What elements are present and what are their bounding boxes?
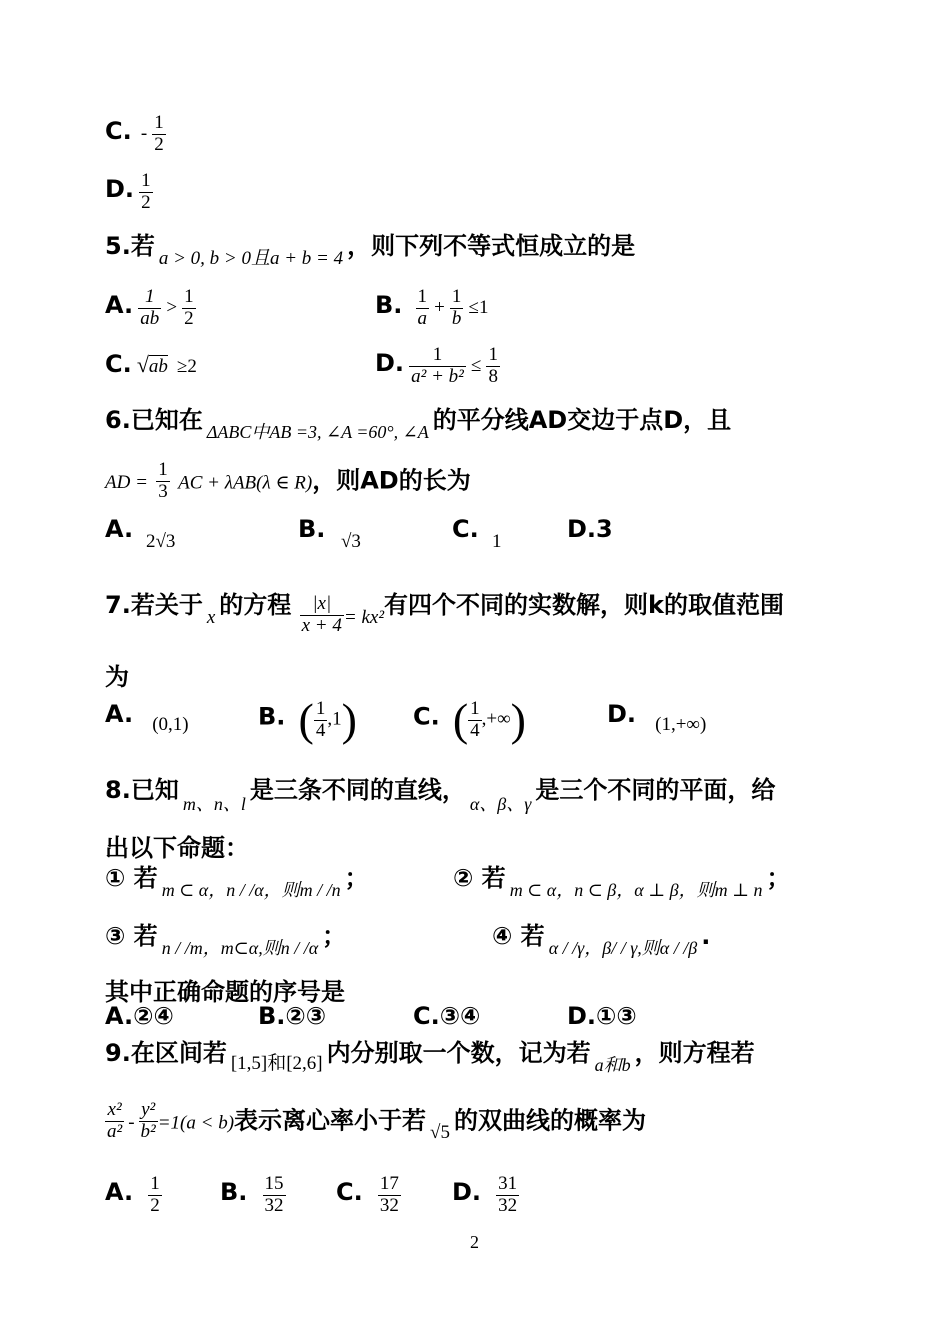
q9-option-b: B. $\frac{15}{32}$ [220,1173,284,1216]
q5-option-d: D. $\frac{1}{\text{a² + b²}}$ ≤ $\frac{1}{8}$ [375,344,498,387]
fraction: $\frac{1}{4}$ [315,697,326,741]
page-number: 2 [470,1232,479,1252]
q5-option-c: C. √ab ≥2 [105,350,197,378]
fraction: $\frac{1}{2}$ [154,112,164,155]
option-label: D. [105,174,135,203]
option-label: B. [375,290,403,319]
q5-stem: 5.若 $_{a > 0, b > 0且a + b = 4}$ ，则下列不等式恒成立的是 [105,232,636,269]
q9-option-a: A. $\frac{1}{2}$ [105,1173,160,1216]
q9-stem: 9.在区间若 $_{[1,5]和[2,6]}$ 内分别取一个数，记为若 $_{a和b}$ ，则方程若 [105,1039,755,1075]
q8-option-b: B.②③ [258,1002,327,1030]
option-label: A. [105,290,134,319]
fraction: $\frac{1}{2}$ [141,170,151,213]
option-label: D. [375,348,405,377]
q6-option-c: C. [452,515,479,543]
fraction: $\frac{15}{32}$ [264,1173,284,1216]
minus-sign: - [140,122,148,144]
q8-proposition-2: ② 若 $_{m \subset \alpha,n \subset \beta,\alpha \perp \beta,则m \perp n}$ ； [453,864,791,900]
fraction: $\frac{1}{4}$ [470,697,480,741]
q4-option-d [105,171,153,214]
fraction: $\frac{31}{32}$ [498,1173,518,1216]
q6-condition: ΔABC中AB =3, ∠A =60°, ∠A [206,422,429,442]
fraction: $\frac{1}{2}$ [184,286,194,329]
q8-option-c: C.③④ [413,1002,481,1030]
q8-proposition-3: ③ 若 $_{n / /m,m\subset\alpha,则n / /\alpha}$ ； [105,922,347,958]
option-label: C. [105,116,132,145]
fraction: $\frac{1}{b}$ [451,286,462,329]
q6-option-b-value: √3 [341,531,361,552]
q8-proposition-1: ① 若 $_{m \subset \alpha,n / /\alpha,则m / /n}$ ； [105,864,369,900]
fraction: $\frac{1}{ab}$ [140,286,160,329]
q7-option-a: A. (0,1) [105,700,189,735]
fraction: $\frac{17}{32}$ [379,1173,399,1216]
q8-option-a: A.②④ [105,1002,174,1030]
fraction: $\frac{1}{a}$ [417,286,428,329]
q6-option-d: D.3 [567,515,613,543]
q6-option-a: A. [105,515,134,543]
fraction: $\frac{1}{\text{a² + b²}}$ [411,344,464,387]
q9-option-d: D. $\frac{31}{32}$ [452,1173,518,1216]
fraction: $\frac{\text{y²}}{\text{b²}}$ [140,1099,156,1142]
q8-question: 其中正确命题的序号是 [105,978,345,1006]
q4-option-c [105,113,166,156]
fraction: $\frac{1}{8}$ [488,344,498,387]
q5-condition: a > 0, b > 0且a + b = 4 [158,248,344,269]
q6-option-a-value: 2√3 [146,531,176,552]
q5-option-a: A. $\frac{1}{ab}$ > $\frac{1}{2}$ [105,286,194,329]
q6-stem-line2: AD = $\frac{1}{3}$ AC + λAB(λ ∈ R)，则AD的长为 [105,459,471,502]
q9-stem-line2: $\frac{\text{x²}}{\text{a²}}$ - $\frac{\text{y²}}{\text{b²}}$ =1(a < b)表示离心率小于若 $_{√5}$ 的双曲线的概率为 [107,1099,646,1144]
fraction: $\frac{\text{x²}}{\text{a²}}$ [107,1099,123,1142]
q8-proposition-4: ④ 若 $_{\alpha / /\gamma,\beta/ / \gamma,则\alpha / /\beta}$ . [492,922,711,958]
q9-option-c: C. $\frac{17}{32}$ [336,1173,399,1216]
q7-option-b: B. ( $\frac{1}{4}$ ,1) [258,694,357,745]
q7-option-c: C. ( $\frac{1}{4}$ ,+∞) [413,694,526,745]
q6-stem: 6.已知在 $_{\Delta ABC中AB =3, \angle A =60^\circ, \angle A}$ 的平分线AD交边于点D，且 [105,406,732,442]
q5-option-b: B. $\frac{1}{a}$ + $\frac{1}{b}$ ≤1 [375,286,489,329]
q6-option-c-value: 1 [492,531,502,552]
q8-stem-line2: 出以下命题： [105,834,249,862]
option-label: C. [105,350,132,378]
fraction: $\frac{1}{3}$ [158,459,168,502]
q6-option-b: B. [298,515,326,543]
fraction: $\frac{1}{2}$ [150,1173,160,1216]
q7-stem-line2: 为 [105,663,129,691]
q7-option-d: D. (1,+∞) [607,700,707,735]
q8-option-d: D.①③ [567,1002,637,1030]
q7-stem: 7.若关于 $_x$ 的方程 $\frac{|x|}{x + 4}$ $_{= kx^2}$有四个不同的实数解，则k的取值范围 [105,591,784,636]
q8-stem: 8.已知 $_{m、n、l}$ 是三条不同的直线， $_{\alpha、\beta、\gamma}$ 是三个不同的平面，给 [105,776,776,814]
fraction: $\frac{|x|}{x + 4}$ [301,593,342,636]
